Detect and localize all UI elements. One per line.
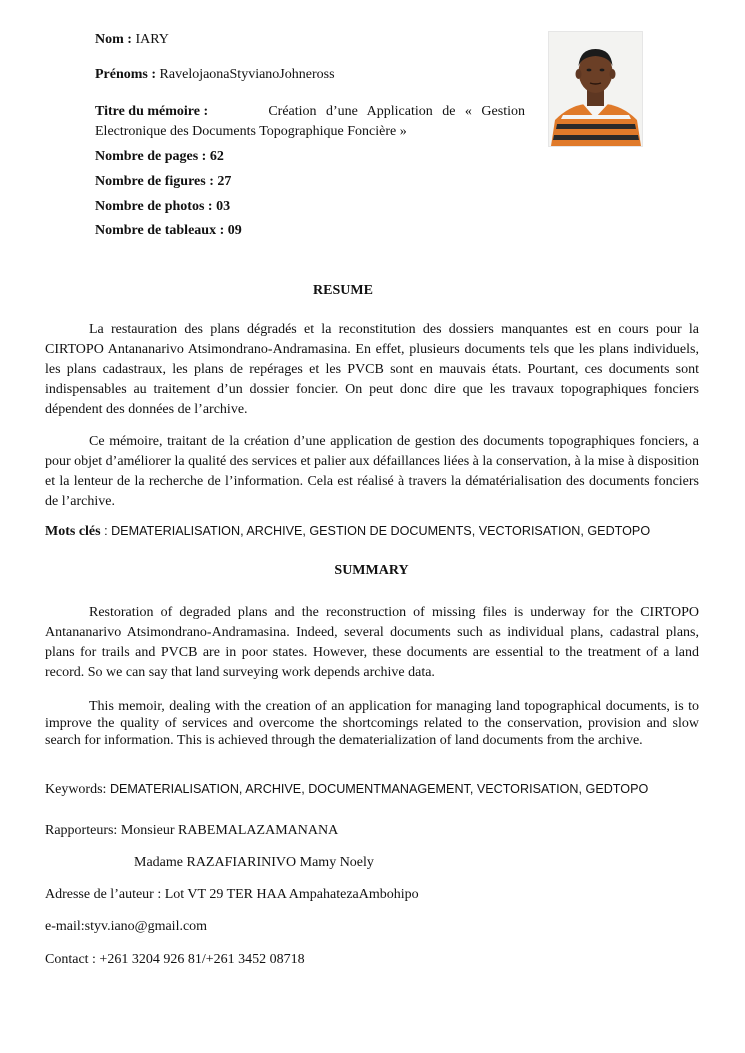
prenoms-value: RavelojaonaStyvianoJohneross (159, 67, 335, 82)
author-photo (548, 31, 643, 147)
titre-value-line1: Création d’une Application de « Gestion (268, 104, 525, 119)
stat-photos: Nombre de photos : 03 (95, 199, 231, 214)
summary-keywords-value: DEMATERIALISATION, ARCHIVE, DOCUMENTMANAGEMENT, VECTORISATION, GEDTOPO (109, 782, 649, 796)
thesis-title (95, 102, 525, 142)
titre-label: Titre du mémoire : (95, 104, 209, 119)
nom-label: Nom : (95, 32, 132, 47)
author-contact: Contact : +261 3204 926 81/+261 3452 08718 (45, 952, 305, 967)
author-email: e-mail:styv.iano@gmail.com (45, 919, 208, 934)
titre-value-line2: Electronique des Documents Topographique Foncière » (95, 124, 407, 139)
rapporteur-2: Madame RAZAFIARINIVO Mamy Noely (134, 855, 374, 870)
resume-keywords-value: : DEMATERIALISATION, ARCHIVE, GESTION DE DOCUMENTS, VECTORISATION, GEDTOPO (100, 524, 651, 538)
nom-value: IARY (135, 32, 169, 47)
author-name-line (95, 32, 169, 48)
author-firstname-line (95, 67, 335, 83)
stat-figures: Nombre de figures : 27 (95, 174, 232, 189)
summary-heading: SUMMARY (334, 563, 409, 578)
summary-paragraph-2: This memoir, dealing with the creation of an application for managing land topographical documents, is to improve the quality of services and overcome the shortcomings related to the conservation, provision and slow search for information. This is achieved through the dematerialization of land documents from the archive. (45, 699, 699, 748)
rapporteur-1: Rapporteurs: Monsieur RABEMALAZAMANANA (45, 823, 339, 838)
stat-pages: Nombre de pages : 62 (95, 149, 224, 164)
author-address: Adresse de l’auteur : Lot VT 29 TER HAA AmpahatezaAmbohipo (45, 887, 419, 902)
prenoms-label: Prénoms : (95, 67, 157, 82)
summary-paragraph-1: Restoration of degraded plans and the reconstruction of missing files is underway for the CIRTOPO Antananarivo Atsimondrano-Andramasina. Indeed, several documents such as individual plans, cadastral plans, plans for trails and PVCB are in poor states. However, these documents are essential to the treatment of a land record. So we can say that land surveying work depends archive data. (45, 605, 699, 680)
resume-keywords (45, 524, 650, 540)
stat-tables: Nombre de tableaux : 09 (95, 223, 242, 238)
resume-paragraph-2: Ce mémoire, traitant de la création d’une application de gestion des documents topographiques fonciers, a pour objet d’améliorer la qualité des services et palier aux défaillances liées à la conservation, à la mise à disposition et la lenteur de la recherche de l’information. Cela est réalisé à travers la dématérialisation des documents fonciers de l’archive. (45, 434, 699, 509)
resume-heading: RESUME (313, 283, 373, 298)
resume-paragraph-1: La restauration des plans dégradés et la reconstitution des dossiers manquantes est en cours pour la CIRTOPO Antananarivo Atsimondrano-Andramasina. En effet, plusieurs documents tels que les plans individuels, les plans cadastraux, les plans de repérages et les PVCB sont en mauvais états. Pourtant, ces documents sont indispensables au traitement d’un dossier foncier. On peut donc dire que les travaux topographiques fonciers dépendent des données de l’archive. (45, 322, 699, 417)
summary-keywords-label: Keywords: (45, 782, 110, 797)
resume-keywords-label: Mots clés (45, 524, 101, 539)
summary-keywords (45, 782, 648, 798)
thesis-title-line1 (95, 102, 525, 122)
portrait-image (549, 32, 642, 146)
